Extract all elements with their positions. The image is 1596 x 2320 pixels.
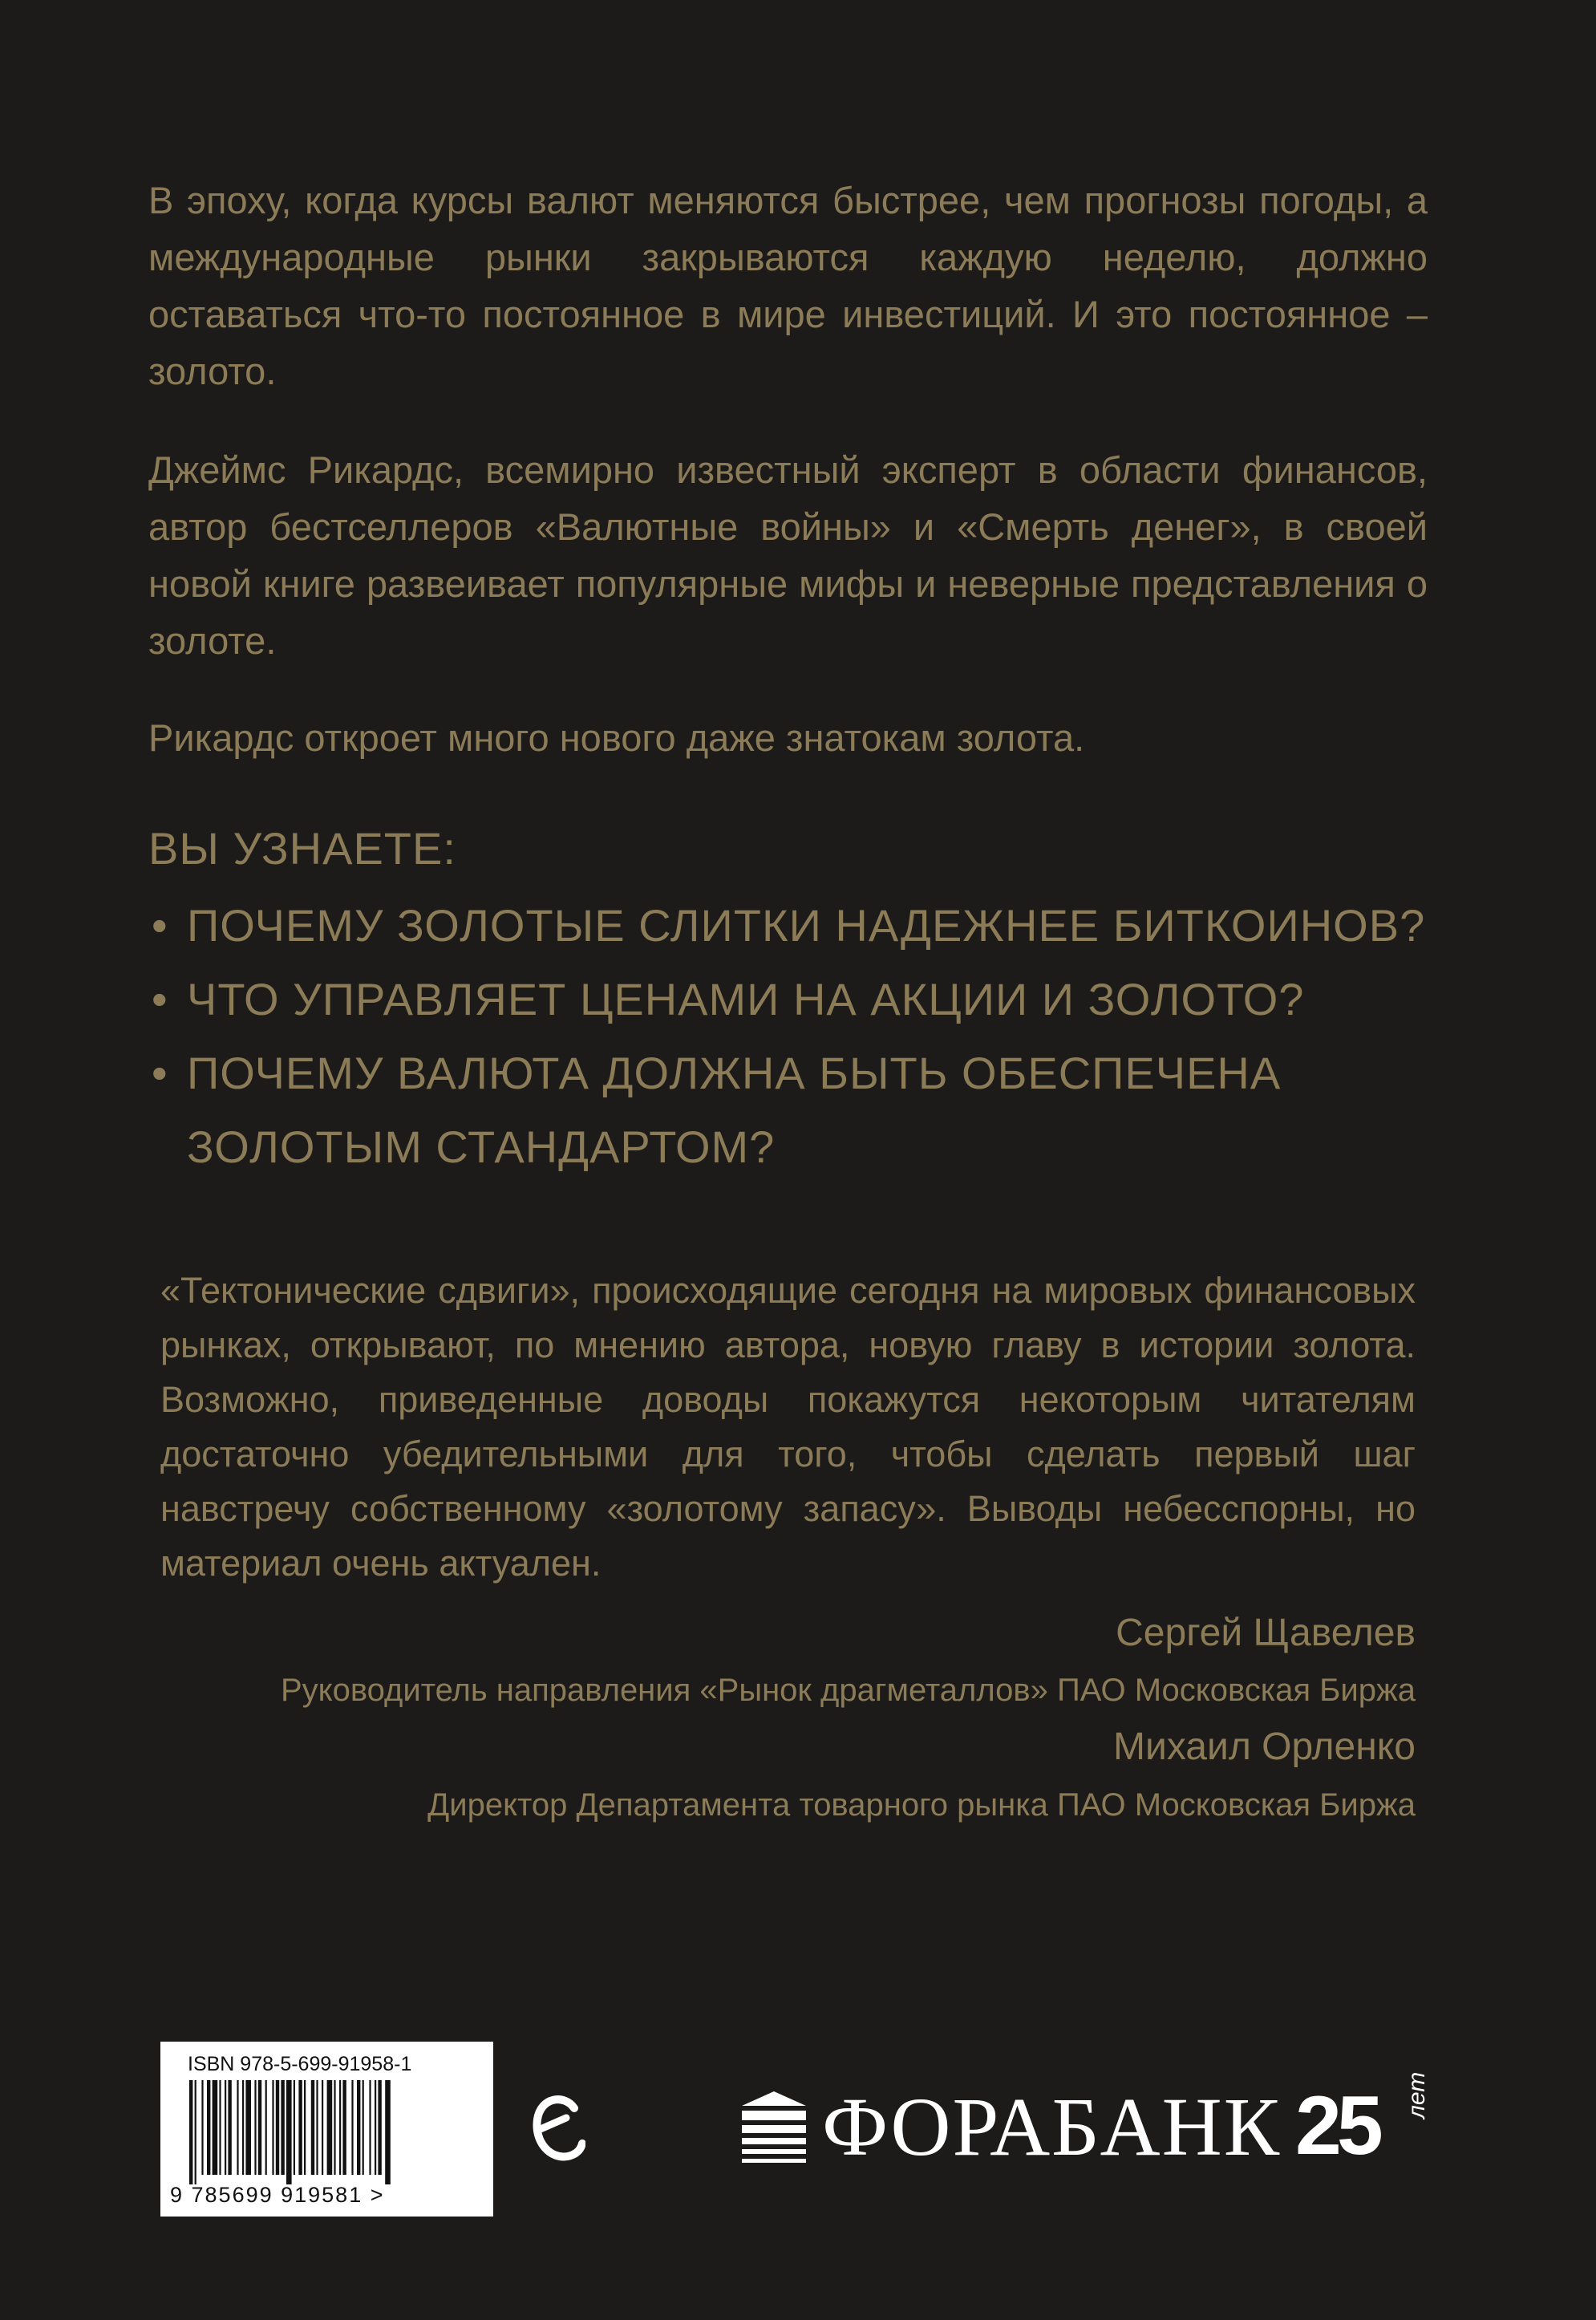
barcode-bar (242, 2080, 244, 2175)
quote-author-role: Директор Департамента товарного рынка ПАО Московская Биржа (427, 1787, 1416, 1823)
learn-item-3 (148, 1036, 1432, 1184)
barcode-bar (363, 2080, 364, 2175)
barcode-bar (276, 2080, 279, 2175)
learn-item-text: ПОЧЕМУ ВАЛЮТА ДОЛЖНА БЫТЬ ОБЕСПЕЧЕНА ЗОЛОТЫМ СТАНДАРТОМ? (187, 1048, 1282, 1172)
bullet-icon: • (152, 1048, 168, 1098)
learn-item-2 (148, 963, 1432, 1036)
barcode-bar (342, 2080, 346, 2175)
barcode-digits: 9 785699 919581 > (170, 2183, 385, 2207)
barcode-bar (327, 2080, 333, 2175)
bullet-icon: • (152, 900, 168, 951)
barcode-bar (265, 2080, 267, 2175)
learn-heading: ВЫ УЗНАЕТЕ: (148, 823, 456, 874)
bank-name: ФОРАБАНК (822, 2081, 1282, 2173)
barcode-bar (322, 2080, 323, 2175)
barcode-bar (254, 2080, 256, 2175)
barcode-bar (286, 2080, 292, 2184)
intro-paragraph-3: Рикардс откроет много нового даже знатокам золота. (148, 716, 1085, 759)
barcode-bar (258, 2080, 261, 2175)
quote-author-role: Руководитель направления «Рынок драгметаллов» ПАО Московская Биржа (280, 1673, 1416, 1708)
barcode-bar (385, 2080, 391, 2184)
bullet-icon: • (152, 974, 168, 1024)
barcode-bar (219, 2080, 221, 2175)
quote-author-name: Михаил Орленко (1113, 1726, 1416, 1768)
barcode-bar (298, 2080, 302, 2175)
intro-paragraph-2: Джеймс Рикардс, всемирно известный эксперт в области финансов, автор бестселлеров «Валютные войны» и «Смерть денег», в своей новой книге развеивает популярные мифы и неверные представления о золоте. (148, 448, 1428, 662)
barcode-bar (304, 2080, 306, 2175)
bank-anniversary-number: 25 (1295, 2079, 1379, 2172)
barcode-bar (225, 2080, 226, 2175)
learn-item-1 (148, 889, 1432, 963)
forabank-logo (734, 2071, 1432, 2178)
barcode-bar (281, 2080, 284, 2175)
quote-author-name: Сергей Щавелев (1116, 1612, 1416, 1654)
learn-item-text: ЧТО УПРАВЛЯЕТ ЦЕНАМИ НА АКЦИИ И ЗОЛОТО? (187, 974, 1305, 1024)
barcode-bar (201, 2080, 203, 2175)
learn-item-text: ПОЧЕМУ ЗОЛОТЫЕ СЛИТКИ НАДЕЖНЕЕ БИТКОИНОВ? (187, 900, 1426, 951)
barcode-bar (378, 2080, 381, 2175)
intro-paragraph-1: В эпоху, когда курсы валют меняются быстрее, чем прогнозы погоды, а международные рынки закрываются каждую неделю, должно оставаться что-то постоянное в мире инвестиций. И это постоянное – золото. (148, 179, 1428, 392)
barcode-bar (228, 2080, 231, 2175)
bank-anniversary-suffix: лет (1404, 2071, 1430, 2119)
barcode-bar (272, 2080, 273, 2175)
barcode-bar (316, 2080, 318, 2175)
barcode-bar (207, 2080, 210, 2175)
forabank-building-icon (734, 2088, 814, 2168)
barcode-bar (375, 2080, 376, 2175)
review-quote: «Тектонические сдвиги», происходящие сегодня на мировых финансовых рынках, открывают, по мнению автора, новую главу в истории золота. Возможно, приведенные доводы покажутся некоторым читателям достаточно убедительными для того, чтобы сделать первый шаг навстречу собственному «золотому запасу». Выводы небесспорны, но материал очень актуален. (160, 1270, 1416, 1584)
barcode-bar (311, 2080, 314, 2175)
barcode-bar (357, 2080, 360, 2175)
barcode-bar (334, 2080, 335, 2175)
barcode-bar (339, 2080, 341, 2175)
isbn-number: ISBN 978-5-699-91958-1 (188, 2053, 412, 2075)
barcode-bar (245, 2080, 251, 2175)
barcode-bar (369, 2080, 371, 2175)
barcode-bar (237, 2080, 238, 2175)
isbn-barcode (160, 2042, 493, 2217)
barcode-bar (195, 2080, 196, 2184)
barcode-icon (184, 2080, 469, 2184)
barcode-bar (189, 2080, 192, 2184)
learn-list (148, 889, 1432, 1184)
barcode-bar (351, 2080, 353, 2175)
barcode-bar (294, 2080, 295, 2175)
barcode-bar (213, 2080, 218, 2175)
eksmo-logo-icon (529, 2086, 585, 2174)
